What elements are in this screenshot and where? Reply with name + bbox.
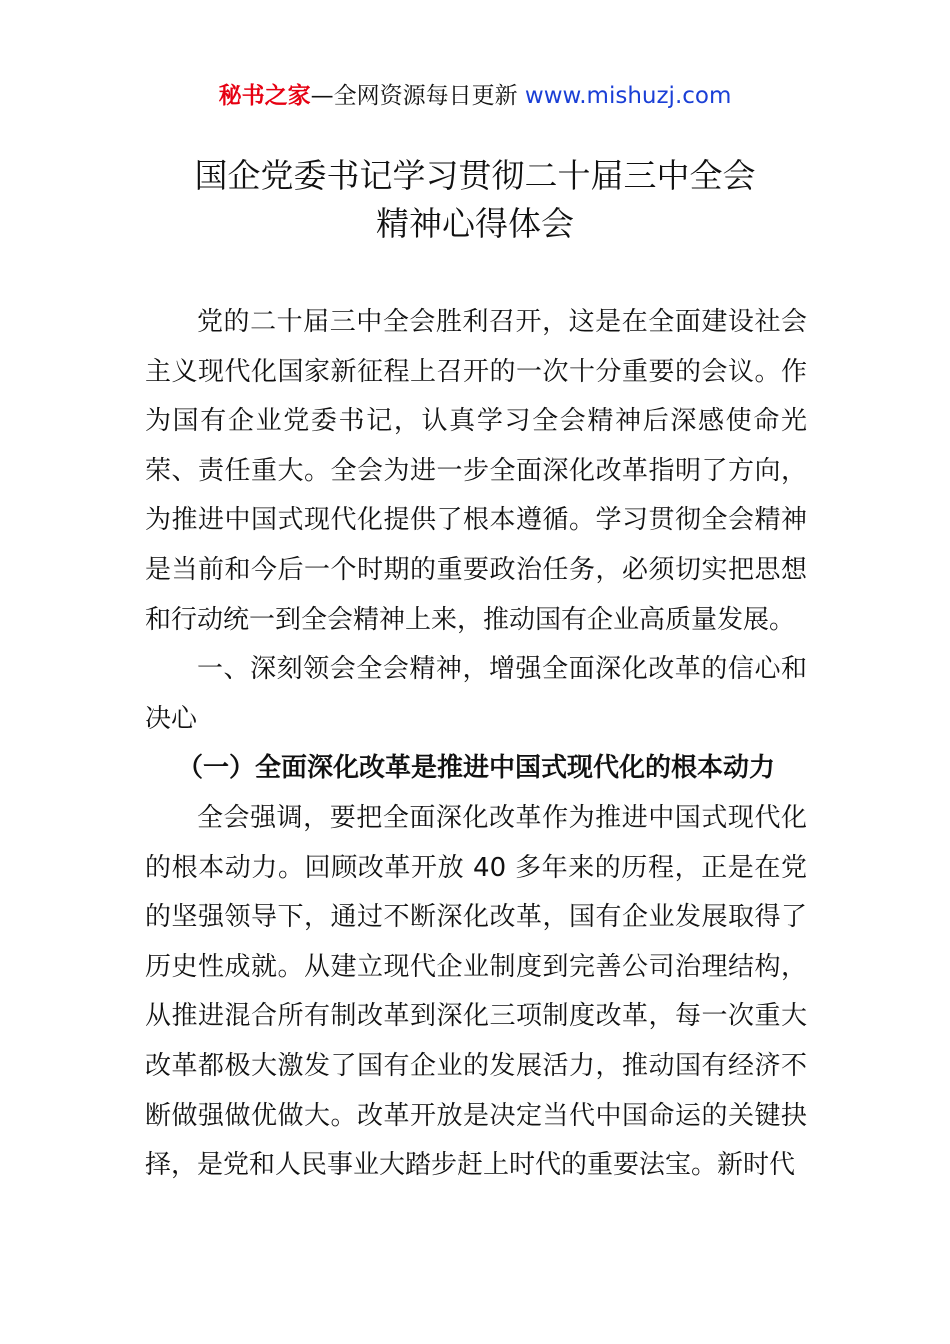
banner-tagline: —全网资源每日更新 [310,83,518,109]
site-banner [0,78,950,114]
document-body [145,298,807,1191]
site-url-link[interactable]: www.mishuzj.com [524,83,732,109]
title-line-1: 国企党委书记学习贯彻二十届三中全会 [194,156,756,195]
section-heading: 一、深刻领会全会精神，增强全面深化改革的信心和决心 [145,654,807,734]
subsection-heading: （一）全面深化改革是推进中国式现代化的根本动力 [176,753,775,784]
brand-name: 秘书之家 [218,83,311,109]
title-line-2: 精神心得体会 [376,204,574,243]
body-paragraph: 全会强调，要把全面深化改革作为推进中国式现代化的根本动力。回顾改革开放 40 多年来的历程，正是在党的坚强领导下，通过不断深化改革，国有企业发展取得了历史性成就。从建立现代企业制度到完善公司治理结构，从推进混合所有制改革到深化三项制度改革，每一次重大改革都极大激发了国有企业的发展活力，推动国有经济不断做强做优做大。改革开放是决定当代中国命运的关键抉择，是党和人民事业大踏步赶上时代的重要法宝。新时代 [145,802,807,1181]
document-title [0,152,950,248]
intro-paragraph: 党的二十届三中全会胜利召开，这是在全面建设社会主义现代化国家新征程上召开的一次十分重要的会议。作为国有企业党委书记，认真学习全会精神后深感使命光荣、责任重大。全会为进一步全面深化改革指明了方向，为推进中国式现代化提供了根本遵循。学习贯彻全会精神是当前和今后一个时期的重要政治任务，必须切实把思想和行动统一到全会精神上来，推动国有企业高质量发展。 [145,307,807,635]
